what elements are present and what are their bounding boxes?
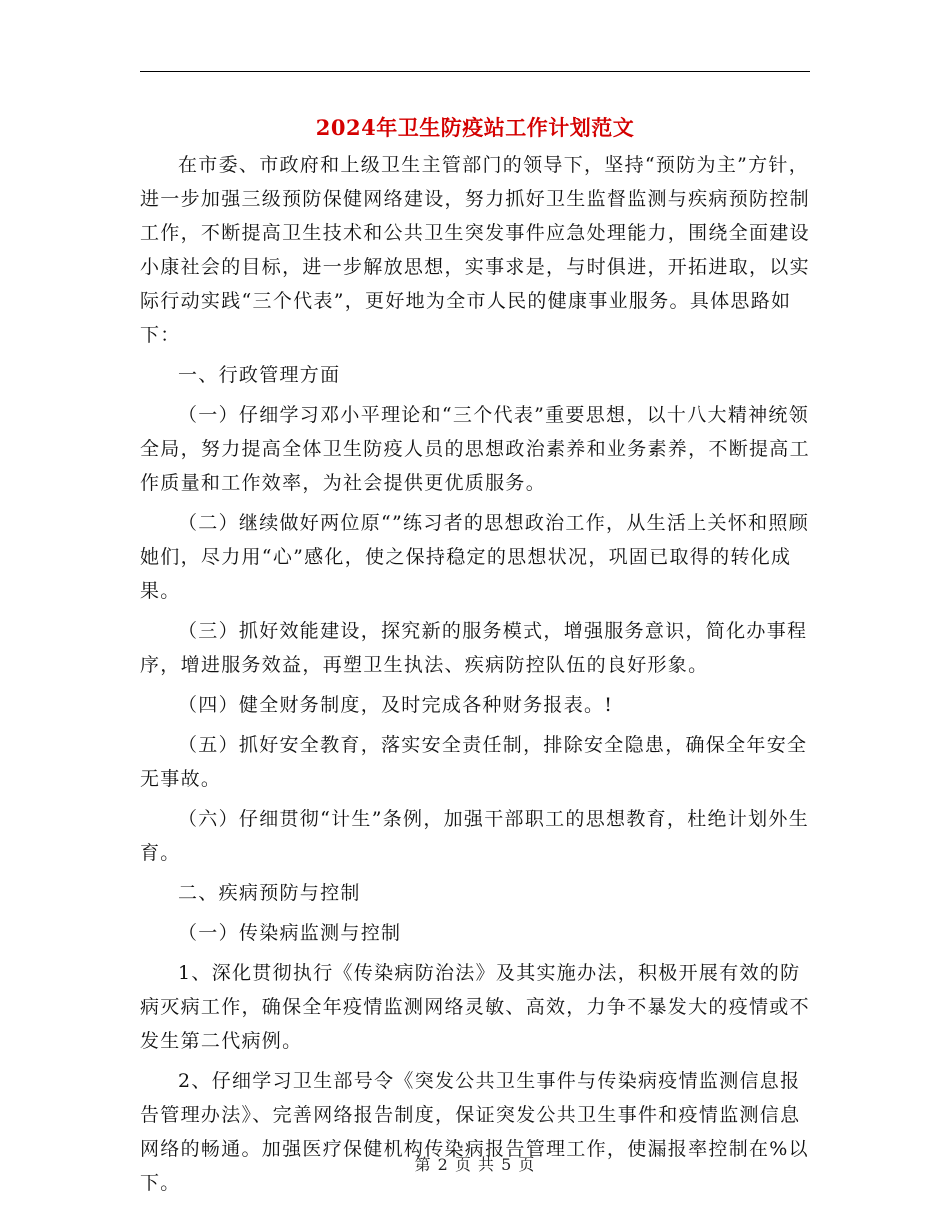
intro-paragraph: 在市委、市政府和上级卫生主管部门的领导下，坚持“预防为主”方针，进一步加强三级预防保健网络建设，努力抓好卫生监督监测与疾病预防控制工作，不断提高卫生技术和公共卫生突发事件应急处理能力，围绕全面建设小康社会的目标，进一步解放思想，实事求是，与时俱进，开拓进取，以实际行动实践“三个代表”，更好地为全市人民的健康事业服务。具体思路如下： (140, 154, 810, 346)
subsection-heading-infectious: （一）传染病监测与控制 (178, 922, 402, 944)
section-heading-disease: 二、疾病预防与控制 (178, 882, 361, 904)
document-body (140, 148, 812, 1206)
header-rule (140, 71, 810, 72)
document-title: 2024年卫生防疫站工作计划范文 (315, 115, 635, 140)
section-heading-admin: 一、行政管理方面 (178, 364, 341, 386)
admin-item-1: （一）仔细学习邓小平理论和“三个代表”重要思想，以十八大精神统领全局，努力提高全体卫生防疫人员的思想政治素养和业务素养，不断提高工作质量和工作效率，为社会提供更优质服务。 (140, 404, 810, 494)
infectious-item-2: 2、仔细学习卫生部号令《突发公共卫生事件与传染病疫情监测信息报告管理办法》、完善网络报告制度，保证突发公共卫生事件和疫情监测信息网络的畅通。加强医疗保健机构传染病报告管理工作，使漏报率控制在%以下。 (140, 1070, 809, 1194)
admin-item-4: （四）健全财务制度，及时完成各种财务报表。! (178, 694, 614, 716)
admin-item-2: （二）继续做好两位原“”练习者的思想政治工作，从生活上关怀和照顾她们，尽力用“心”感化，使之保持稳定的思想状况，巩固已取得的转化成果。 (140, 512, 810, 602)
infectious-item-1: 1、深化贯彻执行《传染病防治法》及其实施办法，积极开展有效的防病灭病工作，确保全年疫情监测网络灵敏、高效，力争不暴发大的疫情或不发生第二代病例。 (140, 962, 810, 1052)
admin-item-6: （六）仔细贯彻“计生”条例，加强干部职工的思想教育，杜绝计划外生育。 (140, 808, 810, 864)
admin-item-5: （五）抓好安全教育，落实安全责任制，排除安全隐患，确保全年安全无事故。 (140, 734, 808, 790)
page-number: 第 2 页 共 5 页 (414, 1155, 536, 1174)
admin-item-3: （三）抓好效能建设，探究新的服务模式，增强服务意识，简化办事程序，增进服务效益，再塑卫生执法、疾病防控队伍的良好形象。 (140, 620, 808, 676)
